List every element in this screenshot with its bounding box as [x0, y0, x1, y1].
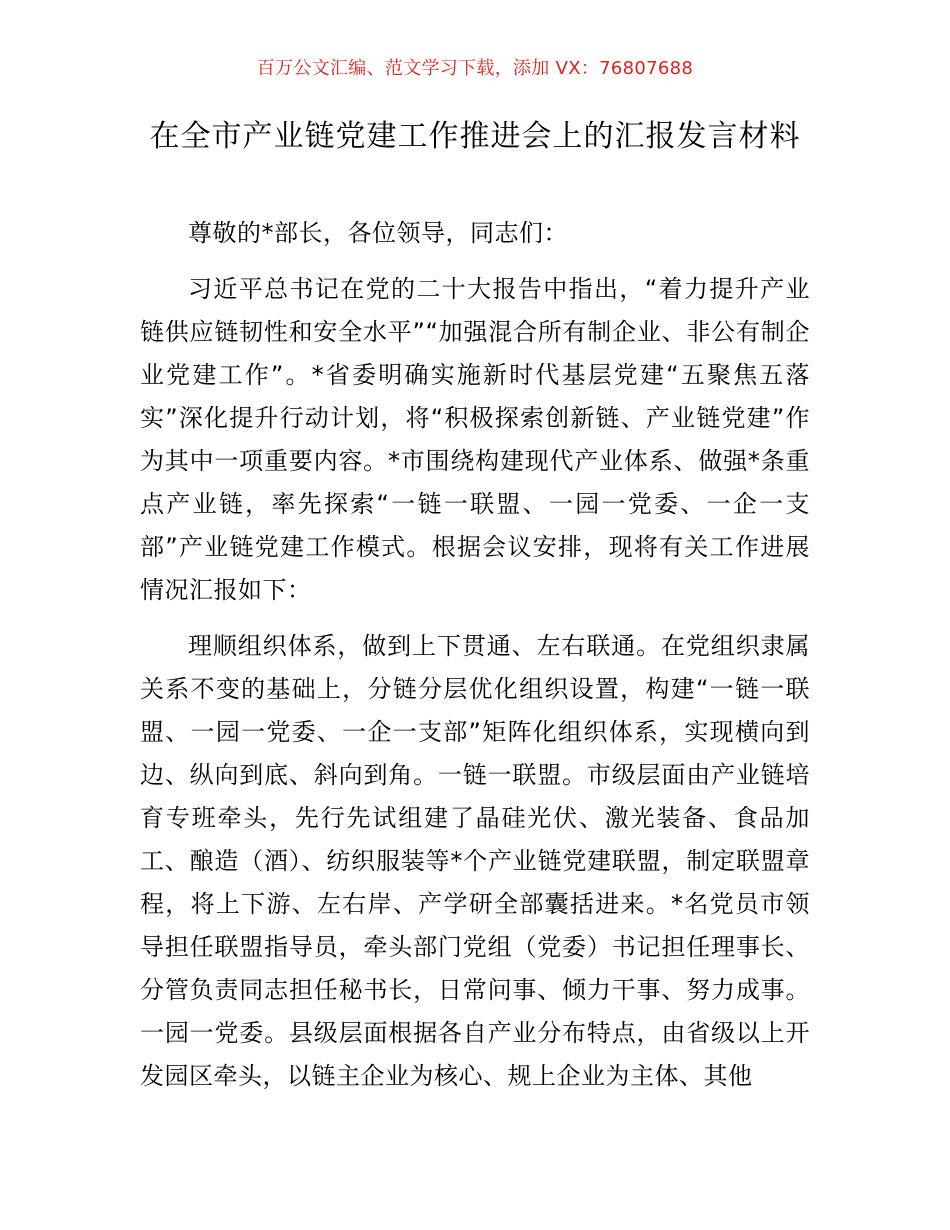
paragraph-organization: 理顺组织体系，做到上下贯通、左右联通。在党组织隶属关系不变的基础上，分链分层优化组织设置，构建“一链一联盟、一园一党委、一企一支部”矩阵化组织体系，实现横向到边、纵向到底、斜向到角。一链一联盟。市级层面由产业链培育专班牵头，先行先试组建了晶硅光伏、激光装备、食品加工、酿造（酒）、纺织服装等*个产业链党建联盟，制定联盟章程，将上下游、左右岸、产学研全部囊括进来。*名党员市领导担任联盟指导员，牵头部门党组（党委）书记担任理事长、分管负责同志担任秘书长，日常问事、倾力干事、努力成事。一园一党委。县级层面根据各自产业分布特点，由省级以上开发园区牵头，以链主企业为核心、规上企业为主体、其他 [140, 632, 810, 1090]
document-title: 在全市产业链党建工作推进会上的汇报发言材料 [149, 119, 801, 154]
document-body [140, 212, 810, 1098]
paragraph-intro: 习近平总书记在党的二十大报告中指出，“着力提升产业链供应链韧性和安全水平”“加强混合所有制企业、非公有制企业党建工作”。*省委明确实施新时代基层党建“五聚焦五落实”深化提升行动计划，将“积极探索创新链、产业链党建”作为其中一项重要内容。*市围绕构建现代产业体系、做强*条重点产业链，率先探索“一链一联盟、一园一党委、一企一支部”产业链党建工作模式。根据会议安排，现将有关工作进展情况汇报如下： [140, 275, 810, 604]
salutation: 尊敬的*部长，各位领导，同志们： [188, 219, 568, 247]
watermark-header: 百万公文汇编、范文学习下载，添加 VX：76807688 [256, 58, 694, 79]
